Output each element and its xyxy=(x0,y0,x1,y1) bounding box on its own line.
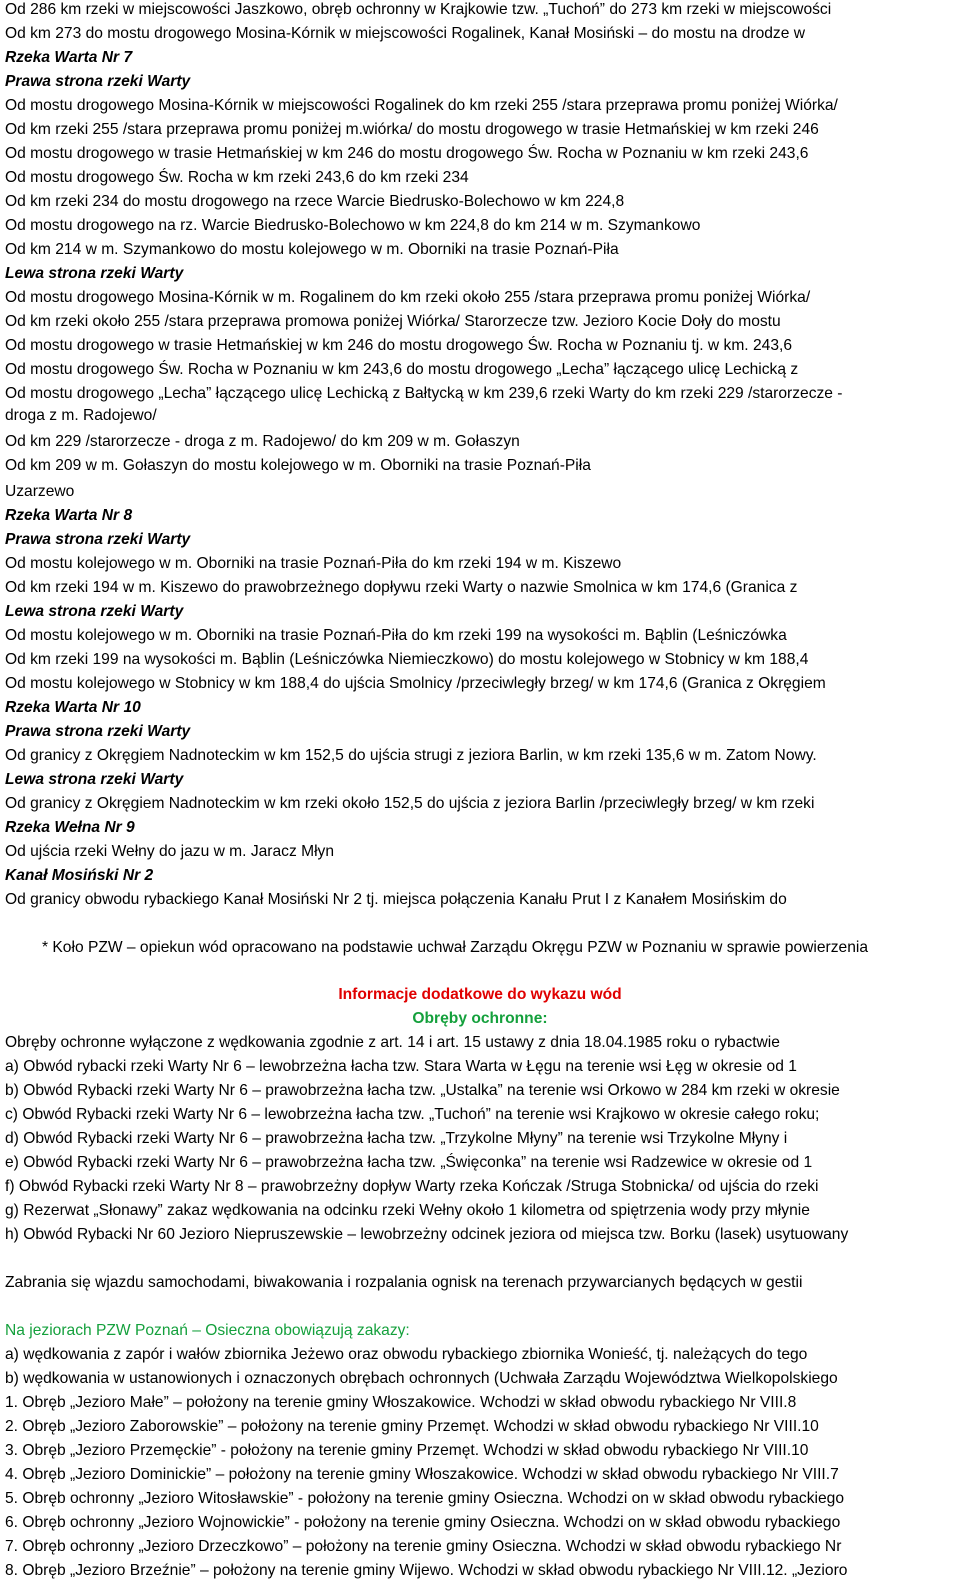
subsection-heading: Prawa strona rzeki Warty xyxy=(5,531,191,548)
list-item: g) Rezerwat „Słonawy” zakaz wędkowania na odcinku rzeki Wełny około 1 kilometra od spiętrzenia wody przy młynie xyxy=(5,1202,810,1219)
list-item: 6. Obręb ochronny „Jezioro Wojnowickie” - położony na terenie gminy Osieczna. Wchodzi on w skład obwodu rybackiego xyxy=(5,1514,841,1531)
text-line: Od mostu kolejowego w m. Oborniki na trasie Poznań-Piła do km rzeki 199 na wysokości m. Bąblin (Leśniczówka xyxy=(5,627,787,644)
text-line: Od mostu drogowego na rz. Warcie Biedrusko-Bolechowo w km 224,8 do km 214 w m. Szymankowo xyxy=(5,217,701,234)
text-line: Od mostu drogowego Mosina-Kórnik w miejscowości Rogalinek do km rzeki 255 /stara przeprawa promu poniżej Wiórka/ xyxy=(5,97,838,114)
text-line: Od ujścia rzeki Wełny do jazu w m. Jaracz Młyn xyxy=(5,843,335,860)
text-line: Od mostu drogowego Mosina-Kórnik w m. Rogalinem do km rzeki około 255 /stara przeprawa promu poniżej Wiórka/ xyxy=(5,289,811,306)
text-line: Obręby ochronne wyłączone z wędkowania zgodnie z art. 14 i art. 15 ustawy z dnia 18.04.1985 roku o rybactwie xyxy=(5,1034,780,1051)
text-line: Uzarzewo xyxy=(5,483,75,500)
section-heading: Rzeka Warta Nr 8 xyxy=(5,507,133,524)
text-line: Od km rzeki 234 do mostu drogowego na rzece Warcie Biedrusko-Bolechowo w km 224,8 xyxy=(5,193,625,210)
list-item: f) Obwód Rybacki rzeki Warty Nr 8 – prawobrzeżny dopływ Warty rzeka Kończak /Struga Stobnicka/ od ujścia do rzeki xyxy=(5,1178,819,1195)
list-item: h) Obwód Rybacki Nr 60 Jezioro Niepruszewskie – lewobrzeżny odcinek jeziora od miejsca tzw. Borku (lasek) usytuowany xyxy=(5,1226,849,1243)
list-item: 5. Obręb ochronny „Jezioro Witosławskie” - położony na terenie gminy Osieczna. Wchodzi on w skład obwodu rybackiego xyxy=(5,1490,844,1507)
text-line: Od granicy obwodu rybackiego Kanał Mosiński Nr 2 tj. miejsca połączenia Kanału Prut I z Kanałem Mosińskim do xyxy=(5,891,787,908)
text-line: Od km 214 w m. Szymankowo do mostu kolejowego w m. Oborniki na trasie Poznań-Piła xyxy=(5,241,619,258)
text-line: Od km rzeki 194 w m. Kiszewo do prawobrzeżnego dopływu rzeki Warty o nazwie Smolnica w km 174,6 (Granica z xyxy=(5,579,798,596)
text-line: Od mostu kolejowego w m. Oborniki na trasie Poznań-Piła do km rzeki 194 w m. Kiszewo xyxy=(5,555,622,572)
text-line: Od km 229 /starorzecze - droga z m. Radojewo/ do km 209 w m. Gołaszyn xyxy=(5,433,520,450)
text-line: Od mostu drogowego „Lecha” łączącego ulicę Lechicką z Bałtycką w km 239,6 rzeki Warty do km rzeki 229 /starorzecze - xyxy=(5,385,843,402)
list-item: b) wędkowania w ustanowionych i oznaczonych obrębach ochronnych (Uchwała Zarządu Województwa Wielkopolskiego xyxy=(5,1370,838,1387)
text-line: Od km rzeki około 255 /stara przeprawa promowa poniżej Wiórka/ Starorzecze tzw. Jezioro Kocie Doły do mostu xyxy=(5,313,781,330)
text-line: Od mostu drogowego Św. Rocha w km rzeki 243,6 do km rzeki 234 xyxy=(5,169,469,186)
text-line: Od mostu drogowego w trasie Hetmańskiej w km 246 do mostu drogowego Św. Rocha w Poznaniu w km rzeki 243,6 xyxy=(5,145,809,162)
text-line: Od granicy z Okręgiem Nadnoteckim w km rzeki około 152,5 do ujścia z jeziora Barlin /przeciwległy brzeg/ w km rzeki xyxy=(5,795,815,812)
list-item: a) Obwód rybacki rzeki Warty Nr 6 – lewobrzeżna łacha tzw. Stara Warta w Łęgu na terenie wsi Łęg w okresie od 1 xyxy=(5,1058,797,1075)
list-item: 2. Obręb „Jezioro Zaborowskie” – położony na terenie gminy Przemęt. Wchodzi w skład obwodu rybackiego Nr VIII.10 xyxy=(5,1418,819,1435)
subsection-heading: Lewa strona rzeki Warty xyxy=(5,265,184,282)
info-heading: Informacje dodatkowe do wykazu wód xyxy=(338,986,622,1003)
text-line: Od mostu drogowego w trasie Hetmańskiej w km 246 do mostu drogowego Św. Rocha w Poznaniu tj. w km. 243,6 xyxy=(5,337,792,354)
text-line: droga z m. Radojewo/ xyxy=(5,407,157,424)
list-item: e) Obwód Rybacki rzeki Warty Nr 6 – prawobrzeżna łacha tzw. „Święconka” na terenie wsi Radzewice w okresie od 1 xyxy=(5,1154,813,1171)
section-heading: Rzeka Warta Nr 7 xyxy=(5,49,133,66)
text-line: Od mostu drogowego Św. Rocha w Poznaniu w km 243,6 do mostu drogowego „Lecha” łączącego ulicę Lechicką z xyxy=(5,361,799,378)
footnote: * Koło PZW – opiekun wód opracowano na podstawie uchwał Zarządu Okręgu PZW w Poznaniu w sprawie powierzenia xyxy=(42,939,869,956)
subsection-heading: Lewa strona rzeki Warty xyxy=(5,603,184,620)
list-item: 1. Obręb „Jezioro Małe” – położony na terenie gminy Włoszakowice. Wchodzi w skład obwodu rybackiego Nr VIII.8 xyxy=(5,1394,797,1411)
list-item: c) Obwód Rybacki rzeki Warty Nr 6 – lewobrzeżna łacha tzw. „Tuchoń” na terenie wsi Krajkowo w okresie całego roku; xyxy=(5,1106,820,1123)
protected-zones-heading: Obręby ochronne: xyxy=(412,1010,548,1027)
text-line: Od mostu kolejowego w Stobnicy w km 188,4 do ujścia Smolnicy /przeciwległy brzeg/ w km 174,6 (Granica z Okręgiem xyxy=(5,675,826,692)
list-item: 8. Obręb „Jezioro Brzeźnie” – położony na terenie gminy Wijewo. Wchodzi w skład obwodu rybackiego Nr VIII.12. „Jezioro xyxy=(5,1562,848,1579)
text-line: Od granicy z Okręgiem Nadnoteckim w km 152,5 do ujścia strugi z jeziora Barlin, w km rzeki 135,6 w m. Zatom Nowy. xyxy=(5,747,817,764)
text-line: Od km 273 do mostu drogowego Mosina-Kórnik w miejscowości Rogalinek, Kanał Mosiński – do mostu na drodze w xyxy=(5,25,805,42)
text-line: Od km rzeki 255 /stara przeprawa promu poniżej m.wiórka/ do mostu drogowego w trasie Hetmańskiej w km rzeki 246 xyxy=(5,121,819,138)
list-item: a) wędkowania z zapór i wałów zbiornika Jeżewo oraz obwodu rybackiego zbiornika Wonieść, tj. należących do tego xyxy=(5,1346,808,1363)
lake-bans-heading: Na jeziorach PZW Poznań – Osieczna obowiązują zakazy: xyxy=(5,1322,410,1339)
text-line: Od km rzeki 199 na wysokości m. Bąblin (Leśniczówka Niemieczkowo) do mostu kolejowego w Stobnicy w km 188,4 xyxy=(5,651,809,668)
list-item: 7. Obręb ochronny „Jezioro Drzeczkowo” – położony na terenie gminy Osieczna. Wchodzi w skład obwodu rybackiego Nr xyxy=(5,1538,842,1555)
section-heading: Rzeka Wełna Nr 9 xyxy=(5,819,135,836)
list-item: b) Obwód Rybacki rzeki Warty Nr 6 – prawobrzeżna łacha tzw. „Ustalka” na terenie wsi Orkowo w 284 km rzeki w okresie xyxy=(5,1082,840,1099)
text-line: Od km 209 w m. Gołaszyn do mostu kolejowego w m. Oborniki na trasie Poznań-Piła xyxy=(5,457,591,474)
list-item: d) Obwód Rybacki rzeki Warty Nr 6 – prawobrzeżna łacha tzw. „Trzykolne Młyny” na terenie wsi Trzykolne Młyny i xyxy=(5,1130,788,1147)
section-heading: Kanał Mosiński Nr 2 xyxy=(5,867,154,884)
subsection-heading: Lewa strona rzeki Warty xyxy=(5,771,184,788)
text-line: Zabrania się wjazdu samochodami, biwakowania i rozpalania ognisk na terenach przywarcianych będących w gestii xyxy=(5,1274,803,1291)
text-line: Od 286 km rzeki w miejscowości Jaszkowo, obręb ochronny w Krajkowie tzw. „Tuchoń” do 273 km rzeki w miejscowości xyxy=(5,1,832,18)
list-item: 4. Obręb „Jezioro Dominickie” – położony na terenie gminy Włoszakowice. Wchodzi w skład obwodu rybackiego Nr VIII.7 xyxy=(5,1466,839,1483)
subsection-heading: Prawa strona rzeki Warty xyxy=(5,723,191,740)
subsection-heading: Prawa strona rzeki Warty xyxy=(5,73,191,90)
list-item: 3. Obręb „Jezioro Przemęckie” - położony na terenie gminy Przemęt. Wchodzi w skład obwodu rybackiego Nr VIII.10 xyxy=(5,1442,809,1459)
section-heading: Rzeka Warta Nr 10 xyxy=(5,699,141,716)
